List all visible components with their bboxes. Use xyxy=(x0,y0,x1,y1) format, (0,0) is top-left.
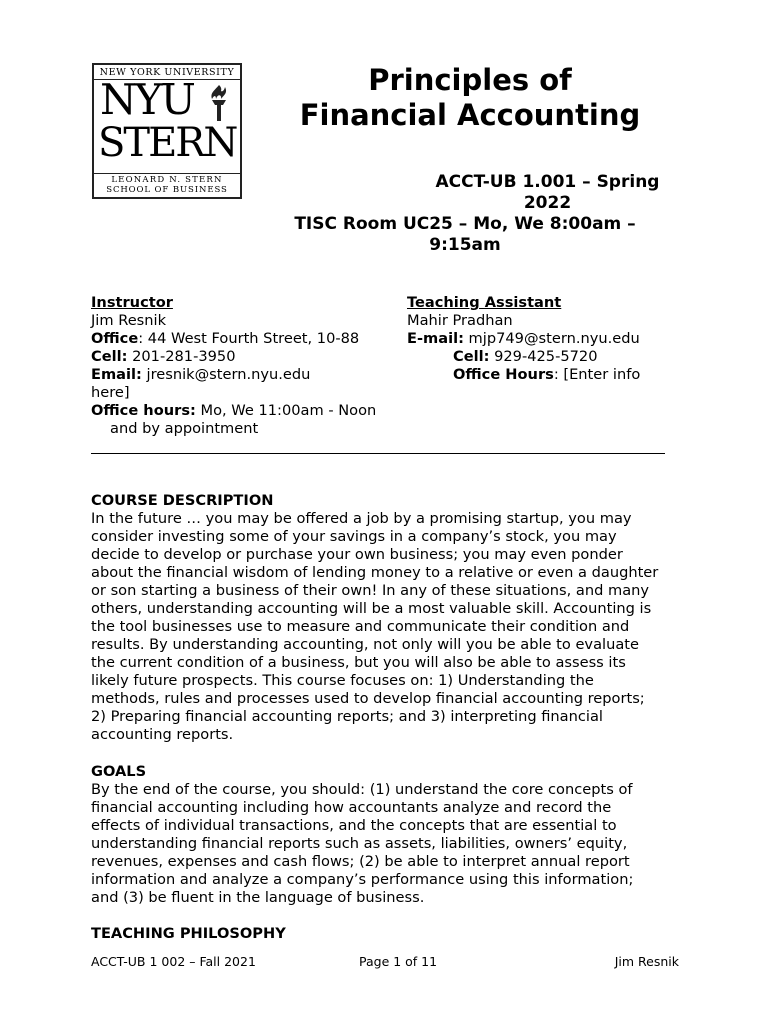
footer-left: ACCT-UB 1 002 – Fall 2021 xyxy=(91,954,256,969)
cd-line: In the future … you may be offered a job by a promising startup, you may xyxy=(91,510,632,527)
cd-line: or son starting a business of their own! In any of these situations, and many xyxy=(91,582,650,599)
cd-line: methods, rules and processes used to develop financial accounting reports; xyxy=(91,690,645,707)
goals-section xyxy=(91,763,691,907)
cd-line: results. By understanding accounting, not only will you be able to evaluate xyxy=(91,636,639,653)
cell-label: Cell: xyxy=(91,348,128,365)
logo-stern-text: STERN xyxy=(98,120,237,166)
course-code-line-1: ACCT-UB 1.001 – Spring xyxy=(435,172,660,192)
course-code-line-2: 2022 xyxy=(523,193,572,213)
office-value: : 44 West Fourth Street, 10-88 xyxy=(138,330,360,347)
goals-heading: GOALS xyxy=(91,763,147,780)
email-value: jresnik@stern.nyu.edu xyxy=(141,366,311,383)
instructor-cell xyxy=(91,348,401,366)
page-title xyxy=(270,63,670,133)
torch-icon xyxy=(204,83,234,123)
ta-heading: Teaching Assistant xyxy=(407,294,562,311)
ta-email-label: E-mail: xyxy=(407,330,464,347)
cd-line: decide to develop or purchase your own business; you may even ponder xyxy=(91,546,623,563)
cd-line: the tool businesses use to measure and communicate their condition and xyxy=(91,618,630,635)
ta-hours-value: : [Enter info xyxy=(553,366,641,383)
ta-hours-label: Office Hours xyxy=(453,366,554,383)
ta-hours-continuation: here] xyxy=(91,384,130,401)
ta-info xyxy=(407,294,707,384)
goals-line: By the end of the course, you should: (1) understand the core concepts of xyxy=(91,781,633,798)
course-description-heading: COURSE DESCRIPTION xyxy=(91,492,274,509)
logo-nyu-text: NYU xyxy=(100,75,194,124)
footer-right: Jim Resnik xyxy=(614,954,679,969)
cd-line: accounting reports. xyxy=(91,726,234,743)
goals-line: effects of individual transactions, and the concepts that are essential to xyxy=(91,817,617,834)
logo-bottom-line2: SCHOOL OF BUSINESS xyxy=(106,185,228,195)
footer-page-number: Page 1 of 11 xyxy=(359,954,438,969)
room-line-2: 9:15am xyxy=(429,235,501,255)
ta-email xyxy=(407,330,707,348)
ta-cell xyxy=(407,348,707,366)
instructor-hours xyxy=(91,402,401,420)
nyu-stern-logo xyxy=(92,63,242,199)
cd-line: about the financial wisdom of lending money to a relative or even a daughter xyxy=(91,564,659,581)
goals-line: financial accounting including how accountants analyze and record the xyxy=(91,799,612,816)
cd-line: consider investing some of your savings in a company’s stock, you may xyxy=(91,528,617,545)
ta-email-value: mjp749@stern.nyu.edu xyxy=(463,330,640,347)
goals-line: revenues, expenses and cash flows; (2) be able to interpret annual report xyxy=(91,853,630,870)
goals-line: information and analyze a company’s performance using this information; xyxy=(91,871,634,888)
section-divider xyxy=(91,453,665,454)
logo-top-text: NEW YORK UNIVERSITY xyxy=(94,67,240,80)
goals-line: understanding financial reports such as assets, liabilities, owners’ equity, xyxy=(91,835,628,852)
cd-line: the current condition of a business, but you will also be able to assess its xyxy=(91,654,626,671)
hours-continuation: and by appointment xyxy=(110,420,259,437)
cd-line: likely future prospects. This course focuses on: 1) Understanding the xyxy=(91,672,594,689)
instructor-heading: Instructor xyxy=(91,294,173,311)
email-label: Email: xyxy=(91,366,142,383)
room-schedule xyxy=(270,214,660,256)
logo-bottom-line1: LEONARD N. STERN xyxy=(94,173,240,185)
instructor-email xyxy=(91,366,401,384)
cd-line: others, understanding accounting will be a most valuable skill. Accounting is xyxy=(91,600,652,617)
goals-line: and (3) be fluent in the language of business. xyxy=(91,889,425,906)
cd-line: 2) Preparing financial accounting reports; and 3) interpreting financial xyxy=(91,708,603,725)
ta-cell-label: Cell: xyxy=(453,348,490,365)
room-line-1: TISC Room UC25 – Mo, We 8:00am – xyxy=(294,214,636,234)
teaching-philosophy-heading: TEACHING PHILOSOPHY xyxy=(91,925,286,942)
ta-hours xyxy=(407,366,707,384)
title-line-1: Principles of xyxy=(368,63,572,97)
office-label: Office xyxy=(91,330,139,347)
cell-value: 201-281-3950 xyxy=(127,348,236,365)
instructor-office xyxy=(91,330,401,348)
title-line-2: Financial Accounting xyxy=(299,98,641,132)
hours-value: Mo, We 11:00am - Noon xyxy=(195,402,377,419)
course-code xyxy=(410,172,685,214)
ta-cell-value: 929-425-5720 xyxy=(489,348,598,365)
instructor-name: Jim Resnik xyxy=(91,312,167,329)
instructor-info xyxy=(91,294,401,438)
ta-name: Mahir Pradhan xyxy=(407,312,513,329)
hours-label: Office hours: xyxy=(91,402,196,419)
course-description-section xyxy=(91,492,691,744)
